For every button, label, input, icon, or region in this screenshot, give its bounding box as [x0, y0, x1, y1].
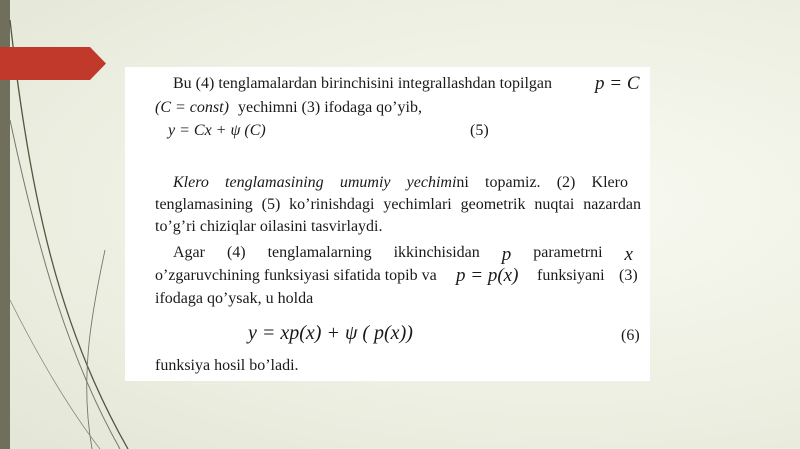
- word: topamiz.: [485, 174, 541, 191]
- word: ikkinchisidan: [393, 244, 480, 261]
- word: tenglamasining: [155, 196, 253, 213]
- equation-6: y = xp(x) + ψ ( p(x)): [248, 322, 413, 344]
- para2-line2: [155, 197, 641, 213]
- equation-6-number: (6): [621, 327, 640, 344]
- word: (2): [556, 174, 576, 191]
- red-arrow-tab: [0, 47, 106, 80]
- equation-5-number: (5): [470, 122, 489, 139]
- para3-line1: [173, 245, 633, 264]
- equation-5: y = Cx + ψ (C): [168, 122, 266, 139]
- word: ni: [456, 174, 469, 191]
- word: nazardan: [583, 196, 641, 213]
- word: parametrni: [533, 244, 603, 261]
- word: geometrik: [460, 196, 526, 213]
- math-p: p: [501, 244, 512, 265]
- word: yechimlari: [383, 196, 452, 213]
- math-p-equals-c: p = C: [595, 73, 640, 94]
- math-p-of-x: p = p(x): [456, 265, 519, 286]
- word: tenglamalarning: [267, 244, 372, 261]
- para2-line3: to’g’ri chiziqlar oilasini tasvirlaydi.: [155, 218, 383, 235]
- word: (4): [226, 244, 246, 261]
- math-c-const: (C = const): [155, 99, 229, 116]
- closing-line: funksiya hosil bo’ladi.: [155, 357, 299, 374]
- word: umumiy: [339, 174, 391, 191]
- word: tenglamasining: [225, 174, 324, 191]
- word: Agar: [173, 244, 205, 261]
- para3-line2-ref: (3): [619, 267, 638, 284]
- para3-line3: ifodaga qo’ysak, u holda: [155, 290, 314, 307]
- para1-line1: Bu (4) tenglamalardan birinchisini integrallashdan topilgan: [173, 75, 553, 92]
- word: Klero: [173, 174, 209, 191]
- para1-line2: yechimni (3) ifodaga qo’yib,: [238, 99, 422, 116]
- para2-line1: [173, 175, 628, 191]
- word: (5): [261, 196, 281, 213]
- word: yechimi: [406, 174, 457, 191]
- word: nuqtai: [534, 196, 575, 213]
- para3-line2-b: funksiyani: [537, 267, 605, 284]
- word: Klero: [591, 174, 628, 191]
- text-panel: [125, 67, 650, 381]
- word: ko’rinishdagi: [289, 196, 375, 213]
- math-x: x: [624, 244, 633, 265]
- para3-line2-a: o’zgaruvchining funksiyasi sifatida topib va: [155, 267, 437, 284]
